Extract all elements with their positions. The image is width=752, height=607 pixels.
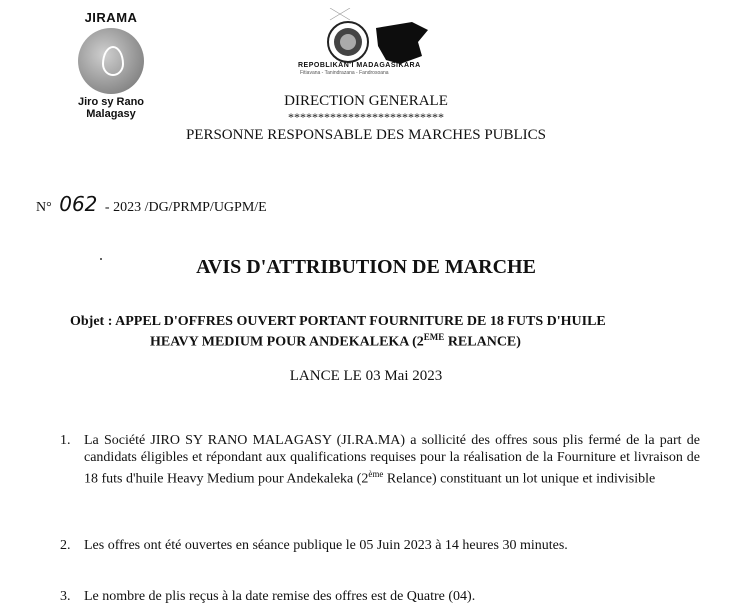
object-label: Objet : bbox=[70, 314, 113, 329]
object-text-2b: RELANCE) bbox=[444, 334, 521, 350]
republic-motto: Fitiavana - Tanindrazana - Fandrosoana bbox=[300, 70, 389, 76]
item-text-a: La Société JIRO SY RANO MALAGASY (JI.RA.MA) a sollicité des offres sous plis fermé de la part de candidats éligibles et répondant aux qualifications requises pour la réalisation de la Fourniture et livraison de 18 futs d'huile Heavy Medium pour Andekaleka (2 bbox=[84, 433, 700, 487]
responsible-heading: PERSONNE RESPONSABLE DES MARCHES PUBLICS bbox=[185, 127, 547, 143]
list-item bbox=[60, 588, 700, 605]
object-text-1: APPEL D'OFFRES OUVERT PORTANT FOURNITURE DE 18 FUTS D'HUILE bbox=[115, 314, 606, 329]
item-text-b: Relance) constituant un lot unique et indivisible bbox=[383, 471, 656, 487]
reference-suffix: - 2023 /DG/PRMP/UGPM/E bbox=[104, 200, 267, 215]
item-number: 1. bbox=[60, 433, 71, 448]
reference-prefix: N° bbox=[36, 200, 52, 215]
org-tagline: Jiro sy Rano Malagasy bbox=[77, 96, 145, 120]
direction-heading: DIRECTION GENERALE bbox=[284, 93, 448, 109]
object-line-1 bbox=[70, 314, 606, 330]
republic-name: REPOBLIKAN'I MADAGASIKARA bbox=[298, 62, 421, 69]
item-text: Le nombre de plis reçus à la date remise des offres est de Quatre (04). bbox=[84, 589, 476, 604]
list-item bbox=[60, 537, 700, 554]
reference-handwritten-number: 062 bbox=[59, 192, 98, 216]
item-text: Les offres ont été ouvertes en séance publique le 05 Juin 2023 à 14 heures 30 minutes. bbox=[84, 538, 568, 553]
document-title: AVIS D'ATTRIBUTION DE MARCHE bbox=[196, 256, 536, 278]
stars-divider: ************************** bbox=[288, 110, 444, 124]
object-text-2a: HEAVY MEDIUM POUR ANDEKALEKA (2 bbox=[150, 334, 424, 350]
object-line-2 bbox=[150, 332, 521, 351]
item-sup: ème bbox=[368, 469, 384, 479]
item-number: 3. bbox=[60, 589, 71, 604]
item-number: 2. bbox=[60, 538, 71, 553]
reference-number bbox=[36, 192, 267, 216]
org-name: JIRAMA bbox=[84, 10, 138, 25]
jirama-emblem-icon bbox=[78, 28, 144, 94]
item-text bbox=[84, 432, 700, 488]
object-sup: EME bbox=[423, 332, 445, 342]
launch-date: LANCE LE 03 Mai 2023 bbox=[289, 368, 443, 384]
list-item bbox=[60, 432, 700, 488]
